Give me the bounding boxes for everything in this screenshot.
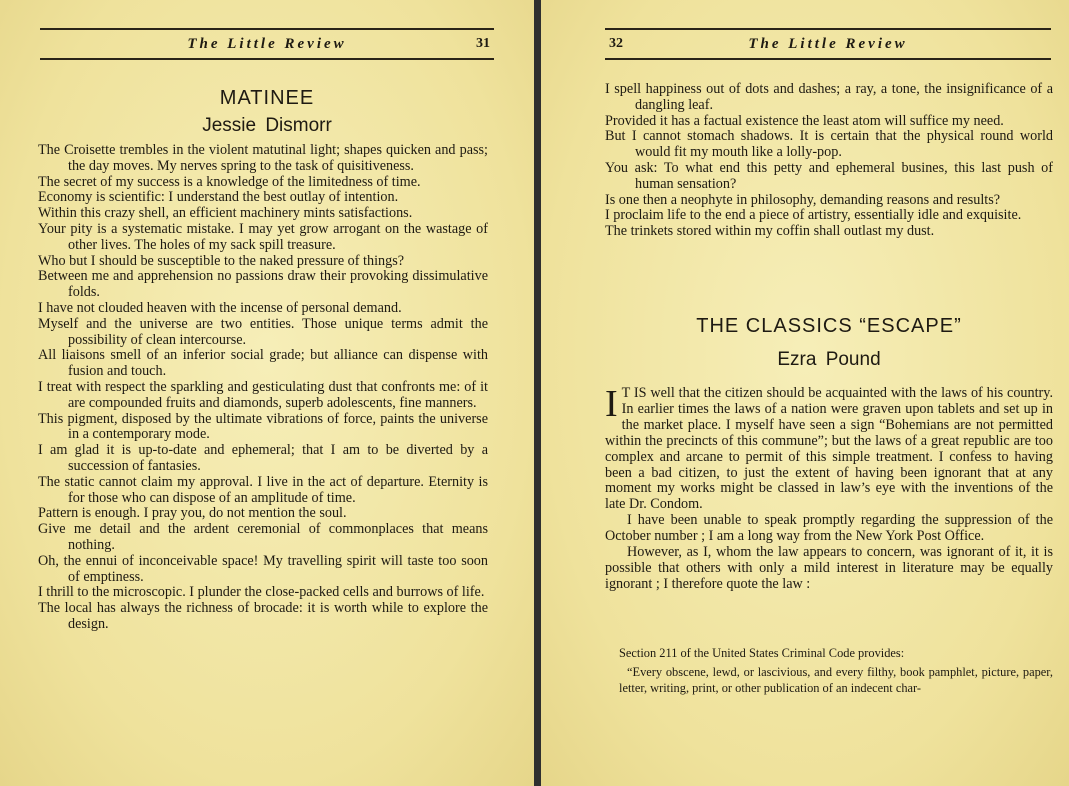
poem-line: Economy is scientific: I understand the best outlay of intention. — [38, 189, 399, 206]
poem-line: Is one then a neophyte in philosophy, demanding reasons and results? — [605, 191, 1001, 208]
poem-line: You ask: To what end this petty and ephemeral busines, this last push of human sensation? — [605, 159, 1053, 192]
book-gutter — [534, 0, 541, 786]
poem-line: The local has always the richness of brocade: it is worth while to explore the design. — [38, 600, 488, 632]
poem-line: The static cannot claim my approval. I live in the act of departure. Eternity is for those who can dispose of an amplitude of time. — [38, 473, 488, 506]
poem-line: The secret of my success is a knowledge of the limitedness of time. — [38, 173, 421, 190]
running-title: The Little Review — [187, 36, 347, 52]
poem-line: I treat with respect the sparkling and gesticulating dust that confronts me: of it are compounded fruits and diamonds, superb adolescents, fine manners. — [38, 378, 488, 411]
poem-line: The Croisette trembles in the violent matutinal light; shapes quicken and pass; the day moves. My nerves spring to the task of quisitiveness. — [38, 142, 488, 174]
poem-line: This pigment, disposed by the ultimate vibrations of force, paints the universe in a contemporary mode. — [38, 410, 488, 443]
poem-line: Within this crazy shell, an efficient machinery mints satisfactions. — [38, 205, 413, 222]
poem-title: MATINEE — [219, 87, 315, 109]
poem-line: Myself and the universe are two entities. Those unique terms admit the possibility of clean intercourse. — [38, 315, 488, 348]
poem-line: I have not clouded heaven with the incense of personal demand. — [38, 299, 402, 316]
poem-body — [38, 143, 488, 633]
poem-line: Oh, the ennui of inconceivable space! My travelling spirit will taste too soon of emptiness. — [38, 552, 488, 585]
quotation-intro: Section 211 of the United States Criminal Code provides: — [619, 646, 905, 660]
running-title: The Little Review — [748, 36, 908, 52]
running-header — [605, 28, 1051, 60]
essay-title: THE CLASSICS “ESCAPE” — [696, 315, 962, 337]
poem-line: I thrill to the microscopic. I plunder the close-packed cells and burrows of life. — [38, 584, 485, 601]
quotation-text: “Every obscene, lewd, or lascivious, and every filthy, book pamphlet, picture, paper, letter, writing, print, or other publication of an indecent char- — [619, 664, 1053, 695]
running-header — [40, 28, 494, 60]
essay-paragraph: However, as I, whom the law appears to concern, was ignorant of it, it is possible that others with only a mild interest in literature may be equally ignorant ; I therefore quote the law : — [605, 544, 1053, 592]
left-page — [0, 0, 534, 786]
poem-line: Who but I should be susceptible to the naked pressure of things? — [38, 252, 405, 269]
poem-line: Between me and apprehension no passions draw their provoking dissimulative folds. — [38, 268, 488, 301]
poem-line: The trinkets stored within my coffin shall outlast my dust. — [605, 223, 935, 240]
poem-line: Pattern is enough. I pray you, do not mention the soul. — [38, 505, 347, 522]
poem-line: All liaisons smell of an inferior social grade; but alliance can dispense with fusion and touch. — [38, 347, 488, 380]
page-number: 31 — [476, 36, 490, 51]
poem-line: I spell happiness out of dots and dashes; a ray, a tone, the insignificance of a dangling leaf. — [605, 81, 1053, 113]
poem-line: I proclaim life to the end a piece of artistry, essentially idle and exquisite. — [605, 207, 1022, 224]
poem-author: Jessie Dismorr — [202, 115, 332, 136]
drop-cap: I — [605, 383, 618, 425]
page-number: 32 — [609, 36, 623, 51]
poem-line: But I cannot stomach shadows. It is certain that the physical round world would fit my mouth like a lolly-pop. — [605, 128, 1053, 161]
poem-line: Your pity is a systematic mistake. I may yet grow arrogant on the wastage of other lives. The holes of my sack spill treasure. — [38, 220, 488, 253]
right-page — [541, 0, 1069, 786]
poem-continuation — [605, 82, 1053, 240]
essay-paragraph: I have been unable to speak promptly regarding the suppression of the October number ; I am a long way from the New York Post Office. — [605, 512, 1053, 545]
essay-paragraph — [605, 383, 1053, 513]
poem-line: I am glad it is up-to-date and ephemeral; that I am to be diverted by a succession of fantasies. — [38, 442, 488, 474]
essay-body — [605, 383, 1053, 593]
poem-line: Provided it has a factual existence the least atom will suffice my need. — [605, 112, 1004, 129]
poem-line: Give me detail and the ardent ceremonial of commonplaces that means nothing. — [38, 521, 488, 553]
law-quotation — [619, 646, 1053, 696]
essay-author: Ezra Pound — [777, 349, 881, 370]
paragraph-text: T IS well that the citizen should be acquainted with the laws of his country. In earlier times the laws of a nation were graven upon tablets and set up in the market place. I myself have seen a sign “Bohemians are not permitted within the precincts of this commune”; but the laws of a great republic are too complex and arcane to permit of this simple treatment. I confess to having been a bad citizen, to just the extent of having been ignorant that at any moment my works might be classed in law’s eye with the inventions of the late Dr. Condom. — [605, 385, 1053, 513]
